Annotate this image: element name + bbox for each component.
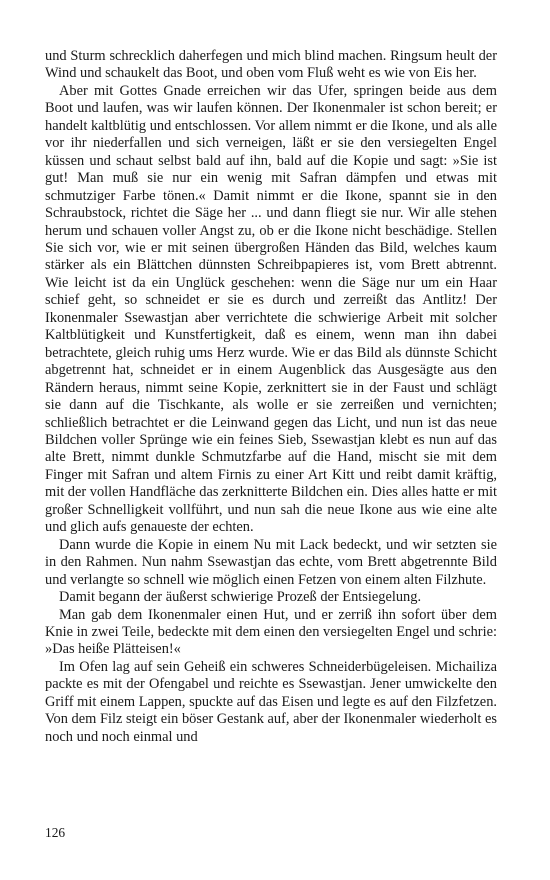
paragraph-3: Dann wurde die Kopie in einem Nu mit Lack bedeckt, und wir setzten sie in den Rahmen. Nun nahm Ssewastjan das echte, vom Brett abgetrennte Bild und verlangte so schnell wie möglich einen Fetzen von einem alten Filzhute. <box>45 536 497 588</box>
paragraph-2: Aber mit Gottes Gnade erreichen wir das Ufer, springen beide aus dem Boot und laufen, was wir laufen können. Der Ikonenmaler ist schon bereit; er handelt kaltblütig und entschlossen. Vor allem nimmt er die Ikone, und als alle vor ihr niederfallen und sich verneigen, läßt er sie den versiegelten Engel küssen und schaut selbst bald auf ihn, bald auf die Kopie und sagt: »Sie ist gut! Man muß sie nur ein wenig mit Safran dämpfen und etwas mit schmutziger Farbe tönen.« Damit nimmt er die Ikone, spannt sie in den Schraubstock, richtet die Säge her ... und dann fliegt sie nur. Wir alle stehen herum und schauen voller Angst zu, ob er die Ikone nicht beschädige. Stellen Sie sich vor, wie er mit seinen übergroßen Händen das Bild, welches kaum stärker als ein Blättchen dünnsten Schreibpapieres ist, vom Brett abtrennt. Wie leicht ist da ein Unglück geschehen: wenn die Säge nur um ein Haar schief geht, so schneidet er sie es durch und zerreißt das Antlitz! Der Ikonenmaler Ssewastjan aber verrichtete die schwierige Arbeit mit solcher Kaltblütigkeit und Kunstfertigkeit, daß es einem, wenn man ihn dabei betrachtete, gleich ruhig ums Herz wurde. Wie er das Bild als dünnste Schicht abgetrennt hat, schneidet er in einem Augenblick das Ausgesägte aus den Rändern heraus, nimmt seine Kopie, zerknittert sie in der Faust und schlägt sie dann auf die Tischkante, als wolle er sie zerreißen und vernichten; schließlich betrachtet er die Leinwand gegen das Licht, und nun ist das neue Bildchen voller Sprünge wie ein feines Sieb, Ssewastjan klebt es nun auf das alte Brett, nimmt dunkle Schmutzfarbe auf die Hand, mischt sie mit dem Finger mit Safran und altem Firnis zu einer Art Kitt und reibt damit kräftig, mit der vollen Handfläche das zerknitterte Bildchen ein. Dies alles hatte er mit großer Schnelligkeit vollführt, und nun sah die neue Ikone aus wie eine alte und glich aufs genaueste der echten. <box>45 82 497 536</box>
paragraph-1: und Sturm schrecklich daherfegen und mich blind machen. Ringsum heult der Wind und schaukelt das Boot, und oben vom Fluß weht es wie von Eis her. <box>45 48 497 82</box>
paragraph-4: Damit begann der äußerst schwierige Prozeß der Entsiegelung. <box>59 589 422 606</box>
paragraph-6: Im Ofen lag auf sein Geheiß ein schweres Schneiderbügeleisen. Michailiza packte es mit der Ofengabel und reichte es Ssewastjan. Jener umwickelte den Griff mit einem Lappen, spuckte auf das Eisen und legte es auf den Filzfetzen. Von dem Filz steigt ein böser Gestank auf, aber der Ikonenmaler wiederholt es noch und noch einmal und <box>45 658 497 745</box>
paragraph-5: Man gab dem Ikonenmaler einen Hut, und er zerriß ihn sofort über dem Knie in zwei Teile, bedeckte mit dem einen den versiegelten Engel und schrie: »Das heiße Plätteisen!« <box>45 606 497 658</box>
page-body <box>45 48 497 746</box>
page-number: 126 <box>45 825 66 840</box>
